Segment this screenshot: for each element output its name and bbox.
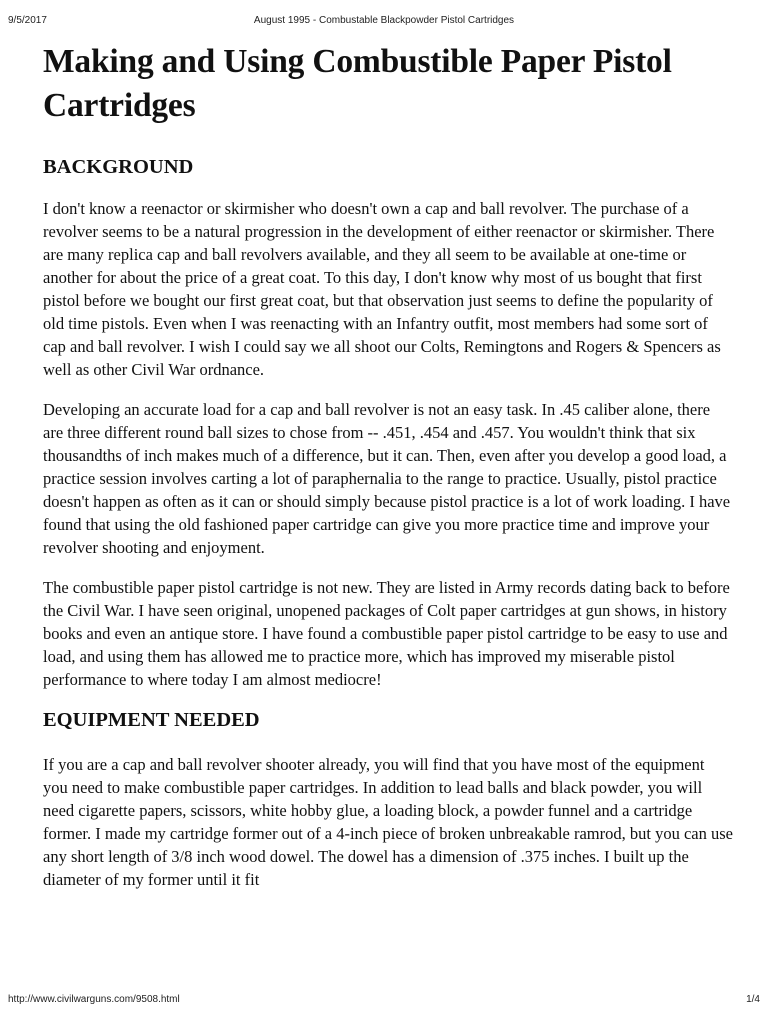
background-paragraph-1: I don't know a reenactor or skirmisher who doesn't own a cap and ball revolver. The purchase of a revolver seems to be a natural progression in the development of either reenactor or skirmisher. There are many replica cap and ball revolvers available, and they all seem to be available at one-time or another for about the price of a great coat. To this day, I don't know why most of us bought that first pistol before we bought our first great coat, but that observation just seems to define the popularity of old time pistols. Even when I was reenacting with an Infantry outfit, most members had some sort of cap and ball revolver. I wish I could say we all shoot our Colts, Remingtons and Rogers & Spencers as well as other Civil War ordnance. (43, 199, 721, 379)
print-date: 9/5/2017 (8, 15, 47, 26)
print-header (8, 15, 760, 29)
article-title: Making and Using Combustible Paper Pistol Cartridges (43, 43, 672, 124)
print-footer (8, 994, 760, 1008)
section-heading-background: BACKGROUND (43, 156, 194, 178)
section-heading-equipment: EQUIPMENT NEEDED (43, 709, 260, 731)
article (43, 40, 733, 891)
equipment-paragraph-1: If you are a cap and ball revolver shooter already, you will find that you have most of the equipment you need to make combustible paper cartridges. In addition to lead balls and black powder, you will need cigarette papers, scissors, white hobby glue, a loading block, a powder funnel and a cartridge former. I made my cartridge former out of a 4-inch piece of broken unbreakable ramrod, but you can use any short length of 3/8 inch wood dowel. The dowel has a dimension of .375 inches. I built up the diameter of my former until it fit (43, 755, 733, 889)
source-url: http://www.civilwarguns.com/9508.html (8, 994, 180, 1005)
background-paragraph-2: Developing an accurate load for a cap and ball revolver is not an easy task. In .45 caliber alone, there are three different round ball sizes to chose from -- .451, .454 and .457. You wouldn't think that six thousandths of inch makes much of a difference, but it can. Then, even after you develop a good load, a practice session involves carting a lot of paraphernalia to the range to practice. Usually, pistol practice doesn't happen as often as it can or should simply because pistol practice is a lot of work loading. I have found that using the old fashioned paper cartridge can give you more practice time and improve your revolver shooting and enjoyment. (43, 400, 731, 557)
page-number: 1/4 (746, 994, 760, 1005)
print-page-title: August 1995 - Combustable Blackpowder Pistol Cartridges (253, 15, 515, 26)
background-paragraph-3: The combustible paper pistol cartridge is not new. They are listed in Army records dating back to before the Civil War. I have seen original, unopened packages of Colt paper cartridges at gun shows, in history books and even an antique store. I have found a combustible paper pistol cartridge to be easy to use and load, and using them has allowed me to practice more, which has improved my miserable pistol performance to where today I am almost mediocre! (43, 578, 730, 689)
